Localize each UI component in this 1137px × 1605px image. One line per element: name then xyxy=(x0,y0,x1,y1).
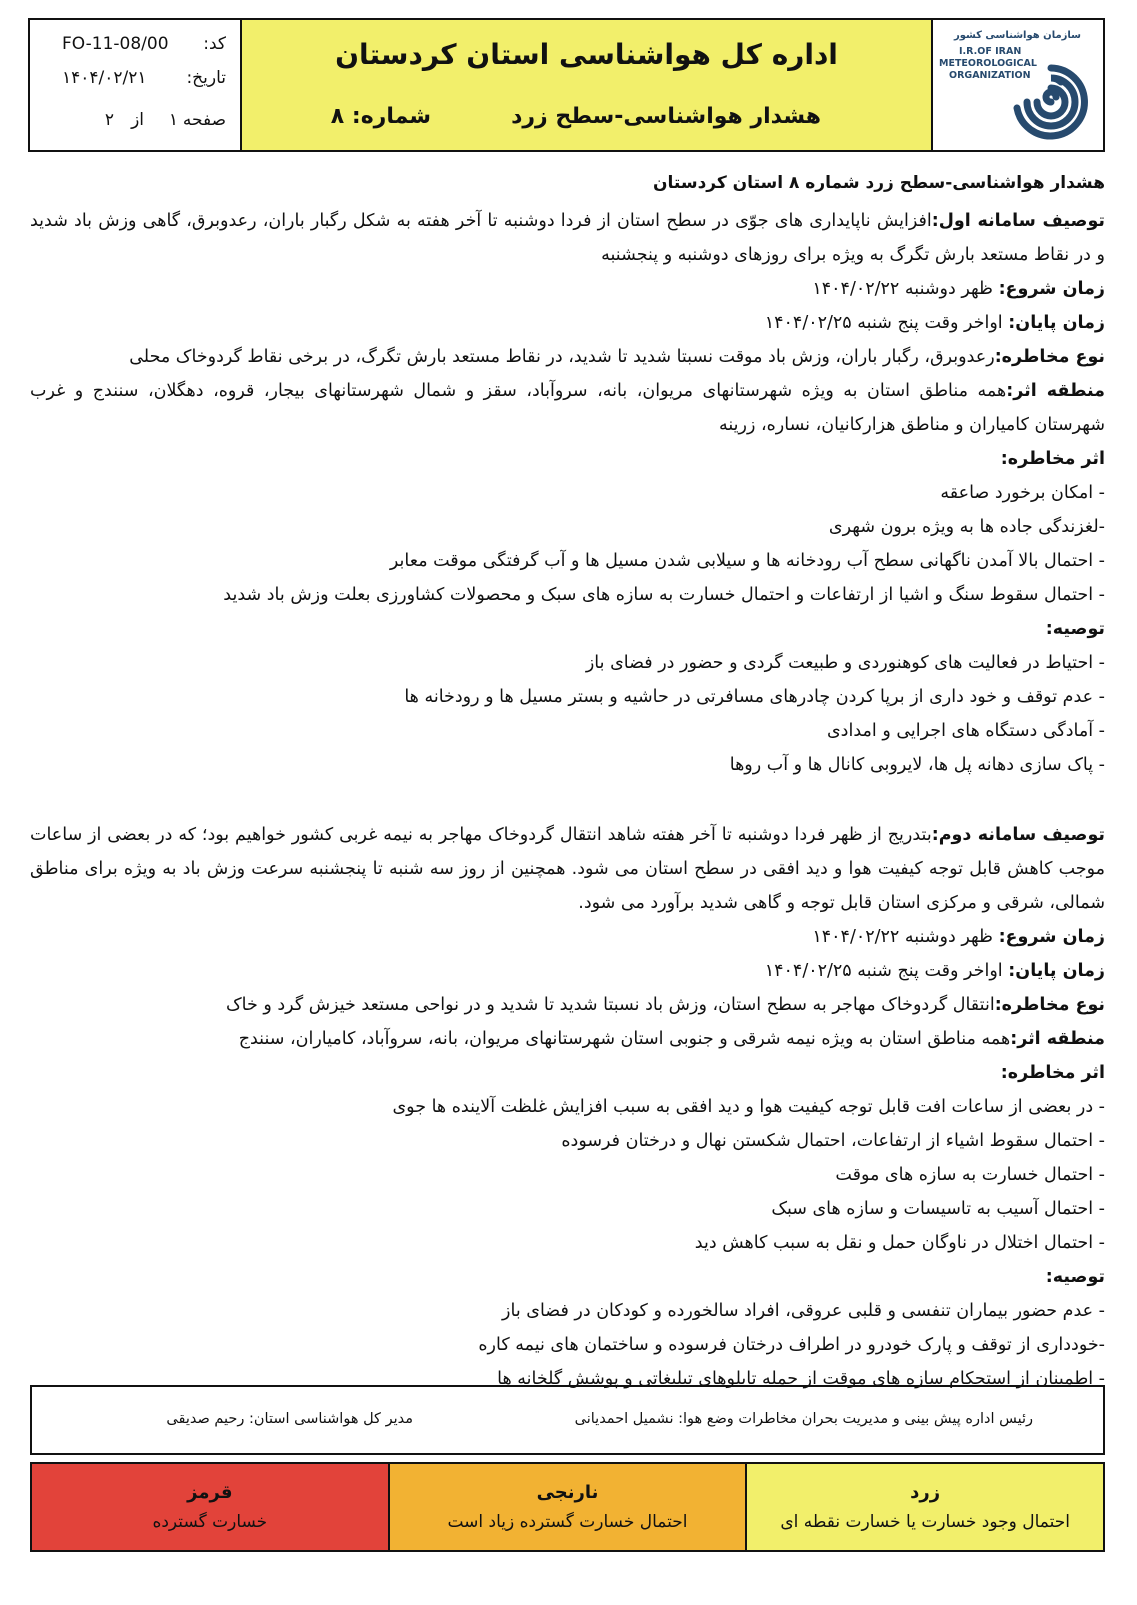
forecast-head-signature: رئیس اداره پیش بینی و مدیریت بحران مخاطرات وضع هوا: نشمیل احمدیانی xyxy=(574,1411,1033,1427)
start-text: ظهر دوشنبه ۱۴۰۴/۰۲/۲۲ xyxy=(812,927,993,947)
warning-level: هشدار هواشناسی-سطح زرد xyxy=(511,104,821,129)
area-label: منطقه اثر: xyxy=(1010,1029,1105,1049)
system1-description xyxy=(30,204,1105,272)
system1-hazard xyxy=(30,340,1105,374)
end-label: زمان پایان: xyxy=(1008,961,1105,981)
list-item: - احتمال سقوط اشیاء از ارتفاعات، احتمال شکستن نهال و درختان فرسوده xyxy=(561,1131,1105,1151)
system1-desc-label: توصیف سامانه اول: xyxy=(931,211,1105,231)
legend-yellow-title: زرد xyxy=(910,1482,941,1503)
list-item: - احتمال سقوط سنگ و اشیا از ارتفاعات و احتمال خسارت به سازه های سبک و محصولات کشاورزی بعلت وزش باد شدید xyxy=(223,585,1105,605)
header-title-panel xyxy=(242,20,933,150)
list-item: - احتیاط در فعالیت های کوهنوردی و طبیعت گردی و حضور در فضای باز xyxy=(585,653,1105,673)
legend-yellow xyxy=(747,1464,1103,1550)
logo-line-3: ORGANIZATION xyxy=(949,70,1031,81)
system1-advice-label: توصیه: xyxy=(1045,619,1105,639)
legend-orange-title: نارنجی xyxy=(536,1482,599,1503)
system2-end xyxy=(30,954,1105,988)
list-item: - احتمال بالا آمدن ناگهانی سطح آب رودخانه ها و سیلابی شدن مسیل ها و آب گرفتگی موقت معابر xyxy=(389,551,1105,571)
list-item: - عدم توقف و خود داری از برپا کردن چادرهای مسافرتی در حاشیه و بستر مسیل ها و رودخانه ها xyxy=(404,687,1105,707)
code-value: FO-11-08/00 xyxy=(62,34,169,54)
legend-red xyxy=(32,1464,390,1550)
warning-number: شماره: ۸ xyxy=(330,104,431,129)
warning-level-legend xyxy=(30,1462,1105,1552)
date-label: تاریخ: xyxy=(186,68,226,88)
page-row xyxy=(30,110,240,140)
legend-yellow-desc: احتمال وجود خسارت یا خسارت نقطه ای xyxy=(780,1512,1070,1532)
list-item: - در بعضی از ساعات افت قابل توجه کیفیت هوا و دید افقی به سبب افزایش غلظت آلاینده ها جوی xyxy=(392,1097,1105,1117)
list-item: - احتمال آسیب به تاسیسات و سازه های سبک xyxy=(771,1199,1105,1219)
system1-start xyxy=(30,272,1105,306)
system1-desc-text: افزایش ناپایداری های جوّی در سطح استان از فردا دوشنبه تا آخر هفته به شکل رگبار باران، رعدوبرق، گاهی وزش باد شدید و در نقاط مستعد بارش تگرگ به ویژه برای روزهای دوشنبه و پنجشنبه xyxy=(30,211,1105,265)
logo-line-2: METEOROLOGICAL xyxy=(939,58,1037,69)
spiral-logo-icon xyxy=(1007,50,1095,150)
system2-description xyxy=(30,818,1105,920)
date-value: ۱۴۰۴/۰۲/۲۱ xyxy=(62,68,147,88)
system2-desc-text: بتدریج از ظهر فردا دوشنبه تا آخر هفته شاهد انتقال گردوخاک مهاجر به نیمه غربی کشور خواهیم بود؛ که در بعضی از ساعات موجب کاهش قابل توجه کیفیت هوا و دید افقی در سطح استان می شود. همچنین از روز سه شنبه تا پنجشنبه سرعت وزش باد به ویژه برای مناطق شمالی، شرقی و مرکزی استان قابل توجه و گاهی شدید برآورد می شود. xyxy=(30,825,1105,913)
warning-body xyxy=(30,166,1105,1396)
page-label: صفحه xyxy=(182,110,226,130)
system2-start xyxy=(30,920,1105,954)
system1-effects-label: اثر مخاطره: xyxy=(1000,449,1105,469)
director-signature: مدیر کل هواشناسی استان: رحیم صدیقی xyxy=(166,1411,413,1427)
end-text: اواخر وقت پنج شنبه ۱۴۰۴/۰۲/۲۵ xyxy=(764,313,1003,333)
system2-area xyxy=(30,1022,1105,1056)
document-header xyxy=(28,18,1105,152)
end-text: اواخر وقت پنج شنبه ۱۴۰۴/۰۲/۲۵ xyxy=(764,961,1003,981)
end-label: زمان پایان: xyxy=(1008,313,1105,333)
code-label: کد: xyxy=(203,34,226,54)
legend-orange xyxy=(390,1464,748,1550)
list-item: - احتمال اختلال در ناوگان حمل و نقل به سبب کاهش دید xyxy=(694,1233,1105,1253)
area-label: منطقه اثر: xyxy=(1006,381,1105,401)
page-number: ۱ xyxy=(168,110,178,130)
legend-red-desc: خسارت گسترده xyxy=(152,1512,268,1532)
hazard-label: نوع مخاطره: xyxy=(994,995,1105,1015)
list-item: - پاک سازی دهانه پل ها، لایروبی کانال ها و آب روها xyxy=(729,755,1105,775)
list-item: -خودداری از توقف و پارک خودرو در اطراف درختان فرسوده و ساختمان های نیمه کاره xyxy=(478,1335,1105,1355)
list-item: - احتمال خسارت به سازه های موقت xyxy=(835,1165,1105,1185)
page-title: اداره کل هواشناسی استان کردستان xyxy=(335,38,838,71)
start-text: ظهر دوشنبه ۱۴۰۴/۰۲/۲۲ xyxy=(812,279,993,299)
signature-box xyxy=(30,1385,1105,1455)
page-total: ۲ xyxy=(104,110,114,130)
system2-effects-label: اثر مخاطره: xyxy=(1000,1063,1105,1083)
date-row xyxy=(30,68,240,98)
page-of: از xyxy=(131,110,144,130)
organization-logo xyxy=(933,20,1103,150)
hazard-text: رعدوبرق، رگبار باران، وزش باد موقت نسبتا شدید تا شدید، در نقاط مستعد بارش تگرگ، در برخی نقاط گردوخاک محلی xyxy=(129,347,995,367)
start-label: زمان شروع: xyxy=(998,927,1105,947)
list-item: -لغزندگی جاده ها به ویژه برون شهری xyxy=(828,517,1105,537)
hazard-text: انتقال گردوخاک مهاجر به سطح استان، وزش باد نسبتا شدید تا شدید و در نواحی مستعد خیزش گرد و خاک xyxy=(226,995,995,1015)
start-label: زمان شروع: xyxy=(998,279,1105,299)
list-item: - عدم حضور بیماران تنفسی و قلبی عروقی، افراد سالخورده و کودکان در فضای باز xyxy=(502,1301,1105,1321)
document-meta xyxy=(30,20,242,150)
main-title: هشدار هواشناسی-سطح زرد شماره ۸ استان کردستان xyxy=(653,173,1105,193)
code-row xyxy=(30,34,240,64)
legend-orange-desc: احتمال خسارت گسترده زیاد است xyxy=(447,1512,688,1532)
hazard-label: نوع مخاطره: xyxy=(994,347,1105,367)
list-item: - آمادگی دستگاه های اجرایی و امدادی xyxy=(826,721,1105,741)
legend-red-title: قرمز xyxy=(187,1482,233,1503)
logo-text-fa: سازمان هواشناسی کشور xyxy=(953,30,1081,41)
system1-area xyxy=(30,374,1105,442)
section-spacer xyxy=(30,782,1105,818)
logo-line-1: I.R.OF IRAN xyxy=(959,46,1022,57)
system1-end xyxy=(30,306,1105,340)
system2-desc-label: توصیف سامانه دوم: xyxy=(931,825,1105,845)
list-item: - اطمینان از استحکام سازه های موقت از جمله تابلوهای تبلیغاتی و پوشش گلخانه ها xyxy=(497,1369,1105,1389)
system2-hazard xyxy=(30,988,1105,1022)
list-item: - امکان برخورد صاعقه xyxy=(940,483,1105,503)
area-text: همه مناطق استان به ویژه نیمه شرقی و جنوبی استان شهرستانهای مریوان، بانه، سروآباد، کامیاران، سنندج xyxy=(238,1029,1011,1049)
system2-advice-label: توصیه: xyxy=(1045,1267,1105,1287)
area-text: همه مناطق استان به ویژه شهرستانهای مریوان، بانه، سروآباد، سقز و شمال شهرستانهای بیجار، قروه، دهگلان، سنندج و غرب شهرستان کامیاران و مناطق هزارکانیان، نساره، زرینه xyxy=(30,381,1105,435)
